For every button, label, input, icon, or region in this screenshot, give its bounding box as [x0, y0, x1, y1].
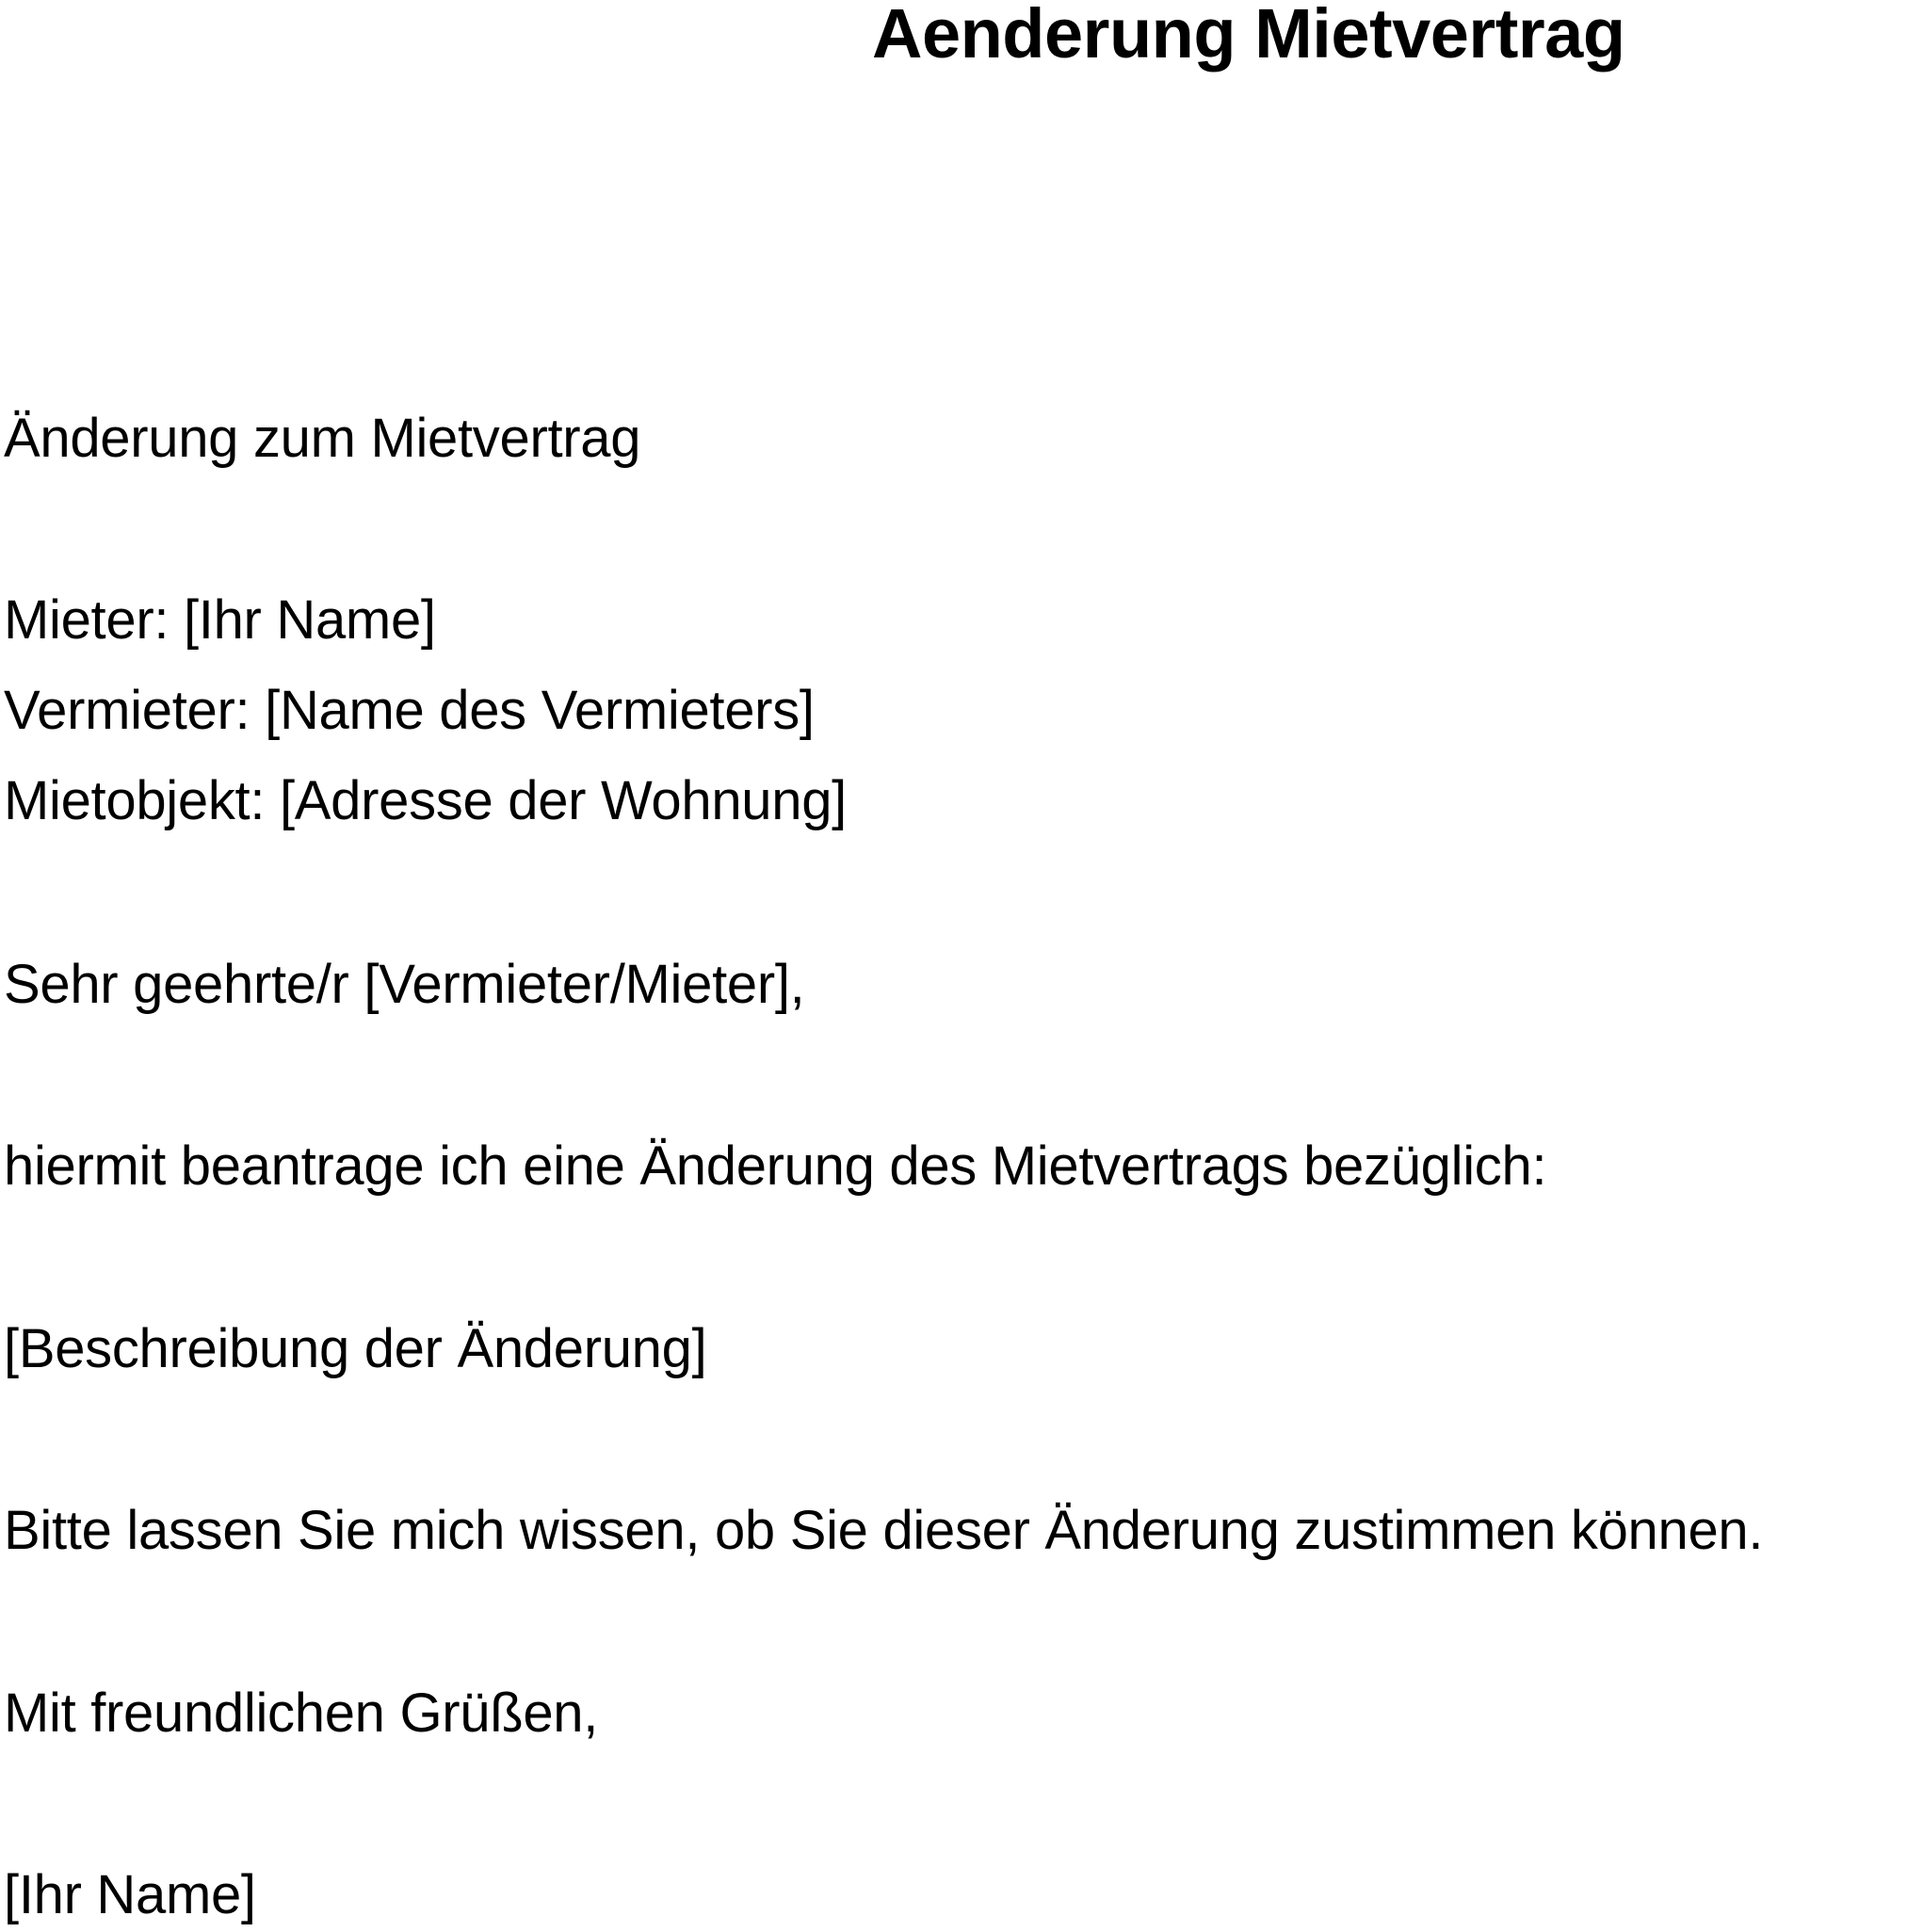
subject-line: Änderung zum Mietvertrag: [4, 408, 641, 469]
salutation: Sehr geehrte/r [Vermieter/Mieter],: [4, 954, 805, 1015]
change-description: [Beschreibung der Änderung]: [4, 1318, 707, 1379]
signature-line: [Ihr Name]: [4, 1864, 256, 1925]
regards-line: Mit freundlichen Grüßen,: [4, 1682, 599, 1744]
document-title: Aenderung Mietvertrag: [872, 0, 1625, 72]
landlord-line: Vermieter: [Name des Vermieters]: [4, 680, 815, 741]
closing-request: Bitte lassen Sie mich wissen, ob Sie dieser Änderung zustimmen können.: [4, 1500, 1764, 1561]
rental-object-line: Mietobjekt: [Adresse der Wohnung]: [4, 770, 847, 831]
request-paragraph: hiermit beantrage ich eine Änderung des Mietvertrags bezüglich:: [4, 1135, 1547, 1197]
tenant-line: Mieter: [Ihr Name]: [4, 589, 436, 651]
